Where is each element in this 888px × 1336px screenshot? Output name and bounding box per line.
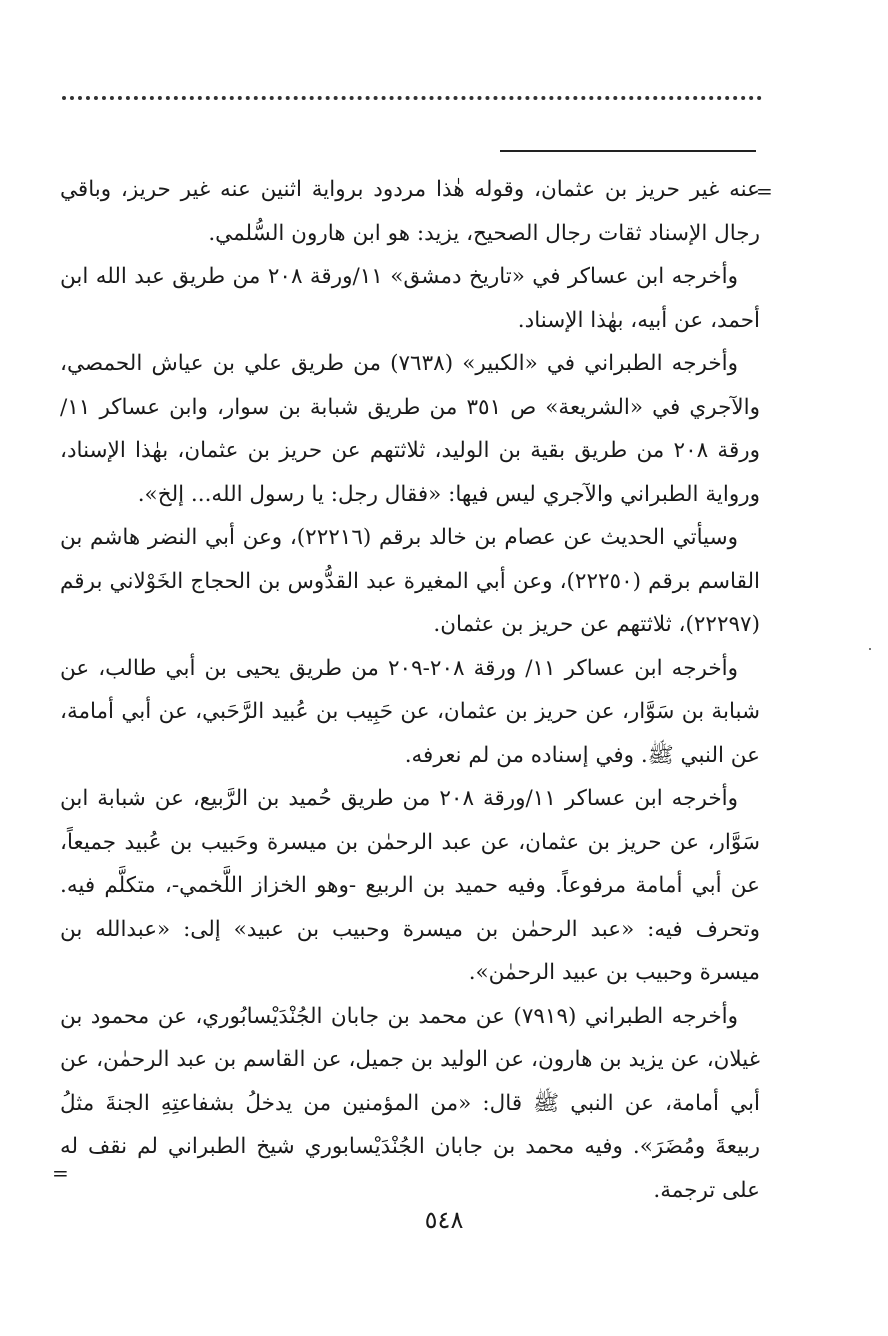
- continuation-mark: =: [756, 179, 773, 203]
- footnote-paragraph: وأخرجه ابن عساكر في «تاريخ دمشق» ١١/ورقة ٢٠٨ من طريق عبد الله ابن أحمد، عن أبيه، بهٰذا الإسناد.: [60, 264, 760, 333]
- footnote-paragraph: وأخرجه الطبراني (٧٩١٩) عن محمد بن جابان الجُنْدَيْسابُوري، عن محمود بن غيلان، عن يزيد بن هارون، عن الوليد بن جميل، عن القاسم بن عبد الرحمٰن، عن أبي أمامة، عن النبي ﷺ قال: «من المؤمنين من يدخلُ بشفاعتِهِ الجنةَ مثلُ ربيعةَ ومُضَرَ». وفيه محمد بن جابان الجُنْدَيْسابوري شيخ الطبراني لم نقف له على ترجمة.: [60, 1003, 760, 1203]
- footnote-paragraph: وأخرجه ابن عساكر ١١/ ورقة ٢٠٨-٢٠٩ من طريق يحيى بن أبي طالب، عن شبابة بن سَوَّار، عن حريز بن عثمان، عن حَبِيب بن عُبيد الرَّحَبي، عن أبي أمامة، عن النبي ﷺ. وفي إسناده من لم نعرفه.: [60, 655, 760, 768]
- footnote-text: [60, 168, 760, 1212]
- footnote-paragraph: وأخرجه الطبراني في «الكبير» (٧٦٣٨) من طريق علي بن عياش الحمصي، والآجري في «الشريعة» ص ٣٥١ من طريق شبابة بن سوار، وابن عساكر ١١/ ورقة ٢٠٨ من طريق بقية بن الوليد، ثلاثتهم عن حريز بن عثمان، بهٰذا الإسناد، ورواية الطبراني والآجري ليس فيها: «فقال رجل: يا رسول الله... إلخ».: [60, 351, 760, 507]
- footnote-paragraph: عنه غير حريز بن عثمان، وقوله هٰذا مردود برواية اثنين عنه غير حريز، وباقي رجال الإسناد ثقات رجال الصحيح، يزيد: هو ابن هارون السُّلمي.: [60, 177, 760, 246]
- footnote-paragraph: وسيأتي الحديث عن عصام بن خالد برقم (٢٢٢١٦)، وعن أبي النضر هاشم بن القاسم برقم (٢٢٢٥٠)، وعن أبي المغيرة عبد القدُّوس بن الحجاج الخَوْلاني برقم (٢٢٢٩٧)، ثلاثتهم عن حريز بن عثمان.: [60, 525, 760, 637]
- continues-mark: =: [52, 1161, 69, 1185]
- dotted-separator: [62, 96, 762, 100]
- footnote-paragraph: وأخرجه ابن عساكر ١١/ورقة ٢٠٨ من طريق حُميد بن الرَّبيع، عن شبابة ابن سَوَّار، عن حريز بن عثمان، عن عبد الرحمٰن بن ميسرة وحَبيب بن عُبيد جميعاً، عن أبي أمامة مرفوعاً. وفيه حميد بن الربيع -وهو الخزاز اللَّخمي-، متكلَّم فيه. وتحرف فيه: «عبد الرحمٰن بن ميسرة وحبيب بن عبيد» إلى: «عبدالله بن ميسرة وحبيب بن عبيد الرحمٰن».: [60, 786, 760, 985]
- page-number: ٥٤٨: [424, 1206, 464, 1234]
- footnote-rule: [500, 150, 756, 152]
- scan-speck: [869, 648, 871, 650]
